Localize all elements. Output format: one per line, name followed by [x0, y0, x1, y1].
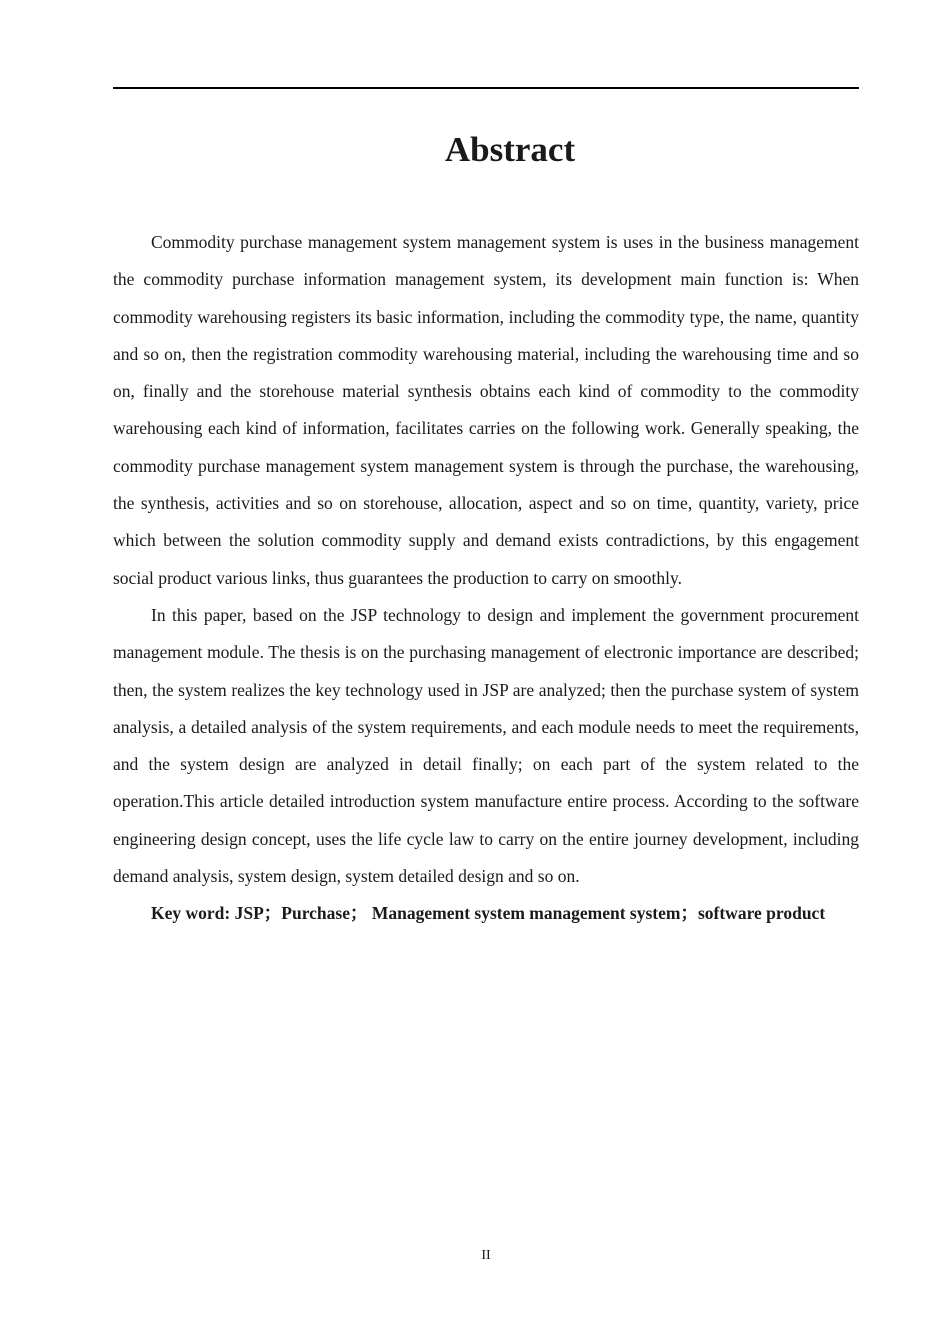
keywords-line: Key word: JSP；Purchase； Management system management system；software product	[151, 903, 826, 924]
abstract-body	[113, 224, 859, 933]
header-rule	[113, 87, 859, 89]
abstract-paragraph-1: Commodity purchase management system management system is uses in the business management the commodity purchase information management system, its development main function is: When commodity warehousing registers its basic information, including the commodity type, the name, quantity and so on, then the registration commodity warehousing material, including the warehousing time and so on, finally and the storehouse material synthesis obtains each kind of commodity to the commodity warehousing each kind of information, facilitates carries on the following work. Generally speaking, the commodity purchase management system management system is through the purchase, the warehousing, the synthesis, activities and so on storehouse, allocation, aspect and so on time, quantity, variety, price which between the solution commodity supply and demand exists contradictions, by this engagement social product various links, thus guarantees the production to carry on smoothly.	[113, 232, 859, 588]
page-number: II	[481, 1248, 491, 1263]
page-title: Abstract	[444, 130, 576, 169]
abstract-paragraph-2: In this paper, based on the JSP technology to design and implement the government procurement management module. The thesis is on the purchasing management of electronic importance are described; then, the system realizes the key technology used in JSP are analyzed; then the purchase system of system analysis, a detailed analysis of the system requirements, and each module needs to meet the requirements, and the system design are analyzed in detail finally; on each part of the system related to the operation.This article detailed introduction system manufacture entire process. According to the software engineering design concept, uses the life cycle law to carry on the entire journey development, including demand analysis, system design, system detailed design and so on.	[113, 604, 859, 887]
